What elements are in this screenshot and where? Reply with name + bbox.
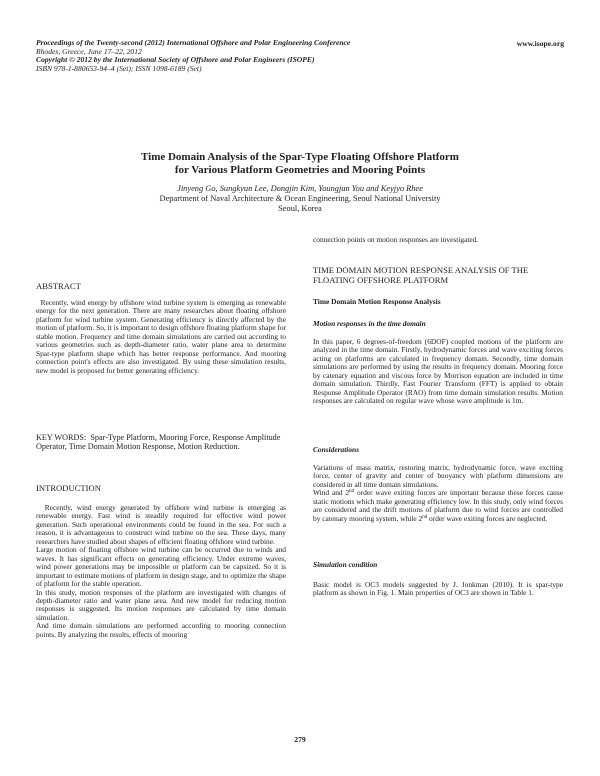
considerations-paragraph-2: Wind and 2nd order wave exiting forces are important because these forces cause static motions which make generating efficiency low. In this study, only wind forces are considered and the drift motions of platform due to wind forces are controlled by catenary mooring system, while 2nd order wave exiting forces are neglected. bbox=[313, 488, 564, 523]
author-location: Seoul, Korea bbox=[278, 204, 322, 213]
title-line-1: Time Domain Analysis of the Spar-Type Floating Offshore Platform bbox=[141, 151, 459, 163]
considerations-heading-wrap bbox=[313, 446, 563, 454]
intro-paragraph-3: In this study, motion responses of the platform are investigated with changes of depth-diameter ratio and water plane area. And new model for reducing motion responses is suggested. Its motion responses are calculated by time domain simulation. bbox=[36, 587, 286, 622]
simulation-condition-heading: Simulation condition bbox=[313, 560, 378, 569]
header-line-3: Copyright © 2012 by the International Society of Offshore and Polar Engineers (ISOPE) bbox=[36, 55, 315, 65]
keywords-label: KEY WORDS: bbox=[36, 433, 87, 442]
author-names: Jinyeng Go, Sungkyun Lee, Dongjin Kim, Youngjun You and Keyjyo Rhee bbox=[177, 184, 423, 193]
motion-responses-heading: Motion responses in the time domain bbox=[313, 319, 426, 328]
header-line-1: Proceedings of the Twenty-second (2012) International Offshore and Polar Engineering Conference bbox=[36, 38, 351, 47]
section2-subheading-wrap bbox=[313, 298, 563, 306]
section2-heading: TIME DOMAIN MOTION RESPONSE ANALYSIS OF THE FLOATING OFFSHORE PLATFORM bbox=[313, 265, 529, 285]
motion-responses-text: In this paper, 6 degrees-of-freedom (6DOF) coupled motions of the platform are analyzed in the time domain. Firstly, hydrodynamic forces and wave exciting forces acting on platforms are calculated in frequency domain. Secondly, time domain simulations are performed by using the results in frequency domain. Mooring force by catenary equation and viscous force by Morrison equation are included in time domain simulation. Thirdly, Fast Fourier Transform (FFT) is applied to obtain Response Amplitude Operator (RAO) from time domain simulation results. Motion responses are calculated on regular wave whose wave amplitude is 1m. bbox=[313, 337, 563, 406]
intro-paragraph-1: Recently, wind energy generated by offshore wind turbine is emerging as renewable energy. Fast wind is steadily required for effective wind power generation. Such operational environments could be found in the sea. For such a reason, it is advantageous to construct wind turbine on the sea. These days, many researchers have studied about shapes of efficient floating offshore wind turbine. bbox=[36, 503, 286, 546]
intro-continuation-text: connection points on motion responses are investigated. bbox=[313, 235, 479, 244]
introduction-section bbox=[36, 504, 286, 639]
proceedings-header bbox=[36, 39, 350, 73]
simulation-condition-section bbox=[313, 581, 563, 598]
considerations-paragraph-1: Variations of mass matrix, restoring matrix, hydrodynamic force, wave exciting force, center of gravity and center of buoyancy with platform dimensions are considered in all time domain simulations. bbox=[313, 463, 563, 489]
motion-responses-section bbox=[313, 338, 563, 406]
author-affiliation: Department of Naval Architecture & Ocean Engineering, Seoul National University bbox=[159, 194, 441, 203]
section2-subheading: Time Domain Motion Response Analysis bbox=[313, 297, 441, 306]
author-block bbox=[0, 184, 600, 214]
keywords-section bbox=[36, 433, 286, 452]
paper-title bbox=[0, 151, 600, 176]
section2 bbox=[313, 265, 563, 285]
page-number: 279 bbox=[294, 735, 306, 744]
header-url[interactable]: www.isope.org bbox=[516, 39, 564, 48]
intro-paragraph-2: Large motion of floating offshore wind turbine can be occurred due to winds and waves. It has significant effects on generating efficiency. Under extreme waves, wind power generations may be impossible or platform can be capsized. So it is important to estimate motions of platform in design stage, and to optimize the shape of platform for the stable operation. bbox=[36, 545, 286, 589]
simulation-condition-heading-wrap bbox=[313, 561, 563, 569]
intro-continuation bbox=[313, 236, 563, 244]
header-line-2: Rhodes, Greece, June 17–22, 2012 bbox=[36, 46, 142, 56]
considerations-section bbox=[313, 464, 563, 523]
title-line-2: for Various Platform Geometries and Mooring Points bbox=[174, 163, 426, 176]
abstract-section bbox=[36, 299, 286, 375]
header-line-4: ISBN 978-1-880653-94–4 (Set); ISSN 1098-6189 (Set) bbox=[36, 63, 202, 73]
abstract-heading: ABSTRACT bbox=[36, 281, 81, 291]
motion-responses-heading-wrap bbox=[313, 320, 563, 328]
keywords-text: Spar-Type Platform, Mooring Force, Response Amplitude Operator, Time Domain Motion Response, Motion Reduction. bbox=[36, 433, 281, 452]
considerations-heading: Considerations bbox=[313, 445, 360, 454]
introduction-heading: INTRODUCTION bbox=[36, 483, 101, 493]
introduction-heading-wrap bbox=[36, 483, 286, 493]
intro-paragraph-4: And time domain simulations are performed according to mooring connection points. By analyzing the results, effects of mooring bbox=[36, 621, 286, 639]
simulation-condition-text: Basic model is OC3 models suggested by J. Jonkman (2010). It is spar-type platform as shown in Fig. 1. Main properties of OC3 are shown in Table 1. bbox=[313, 580, 563, 598]
abstract-text: Recently, wind energy by offshore wind turbine system is emerging as renewable energy for the next generation. There are many researches about floating offshore platform for wind turbine system. Generating efficiency is directly affected by the motion of platform. So, it is important to design offshore floating platform shape for stable motion. Frequency and time domain simulations are carried out according to various geometries such as depth-diameter ratio, water plane area to determine Spar-type platform shape which has better response performance. And mooring connection point's effects are also investigated. By using these simulation results, new model is proposed for better generating efficiency. bbox=[36, 298, 286, 375]
abstract-heading-wrap bbox=[36, 281, 286, 291]
